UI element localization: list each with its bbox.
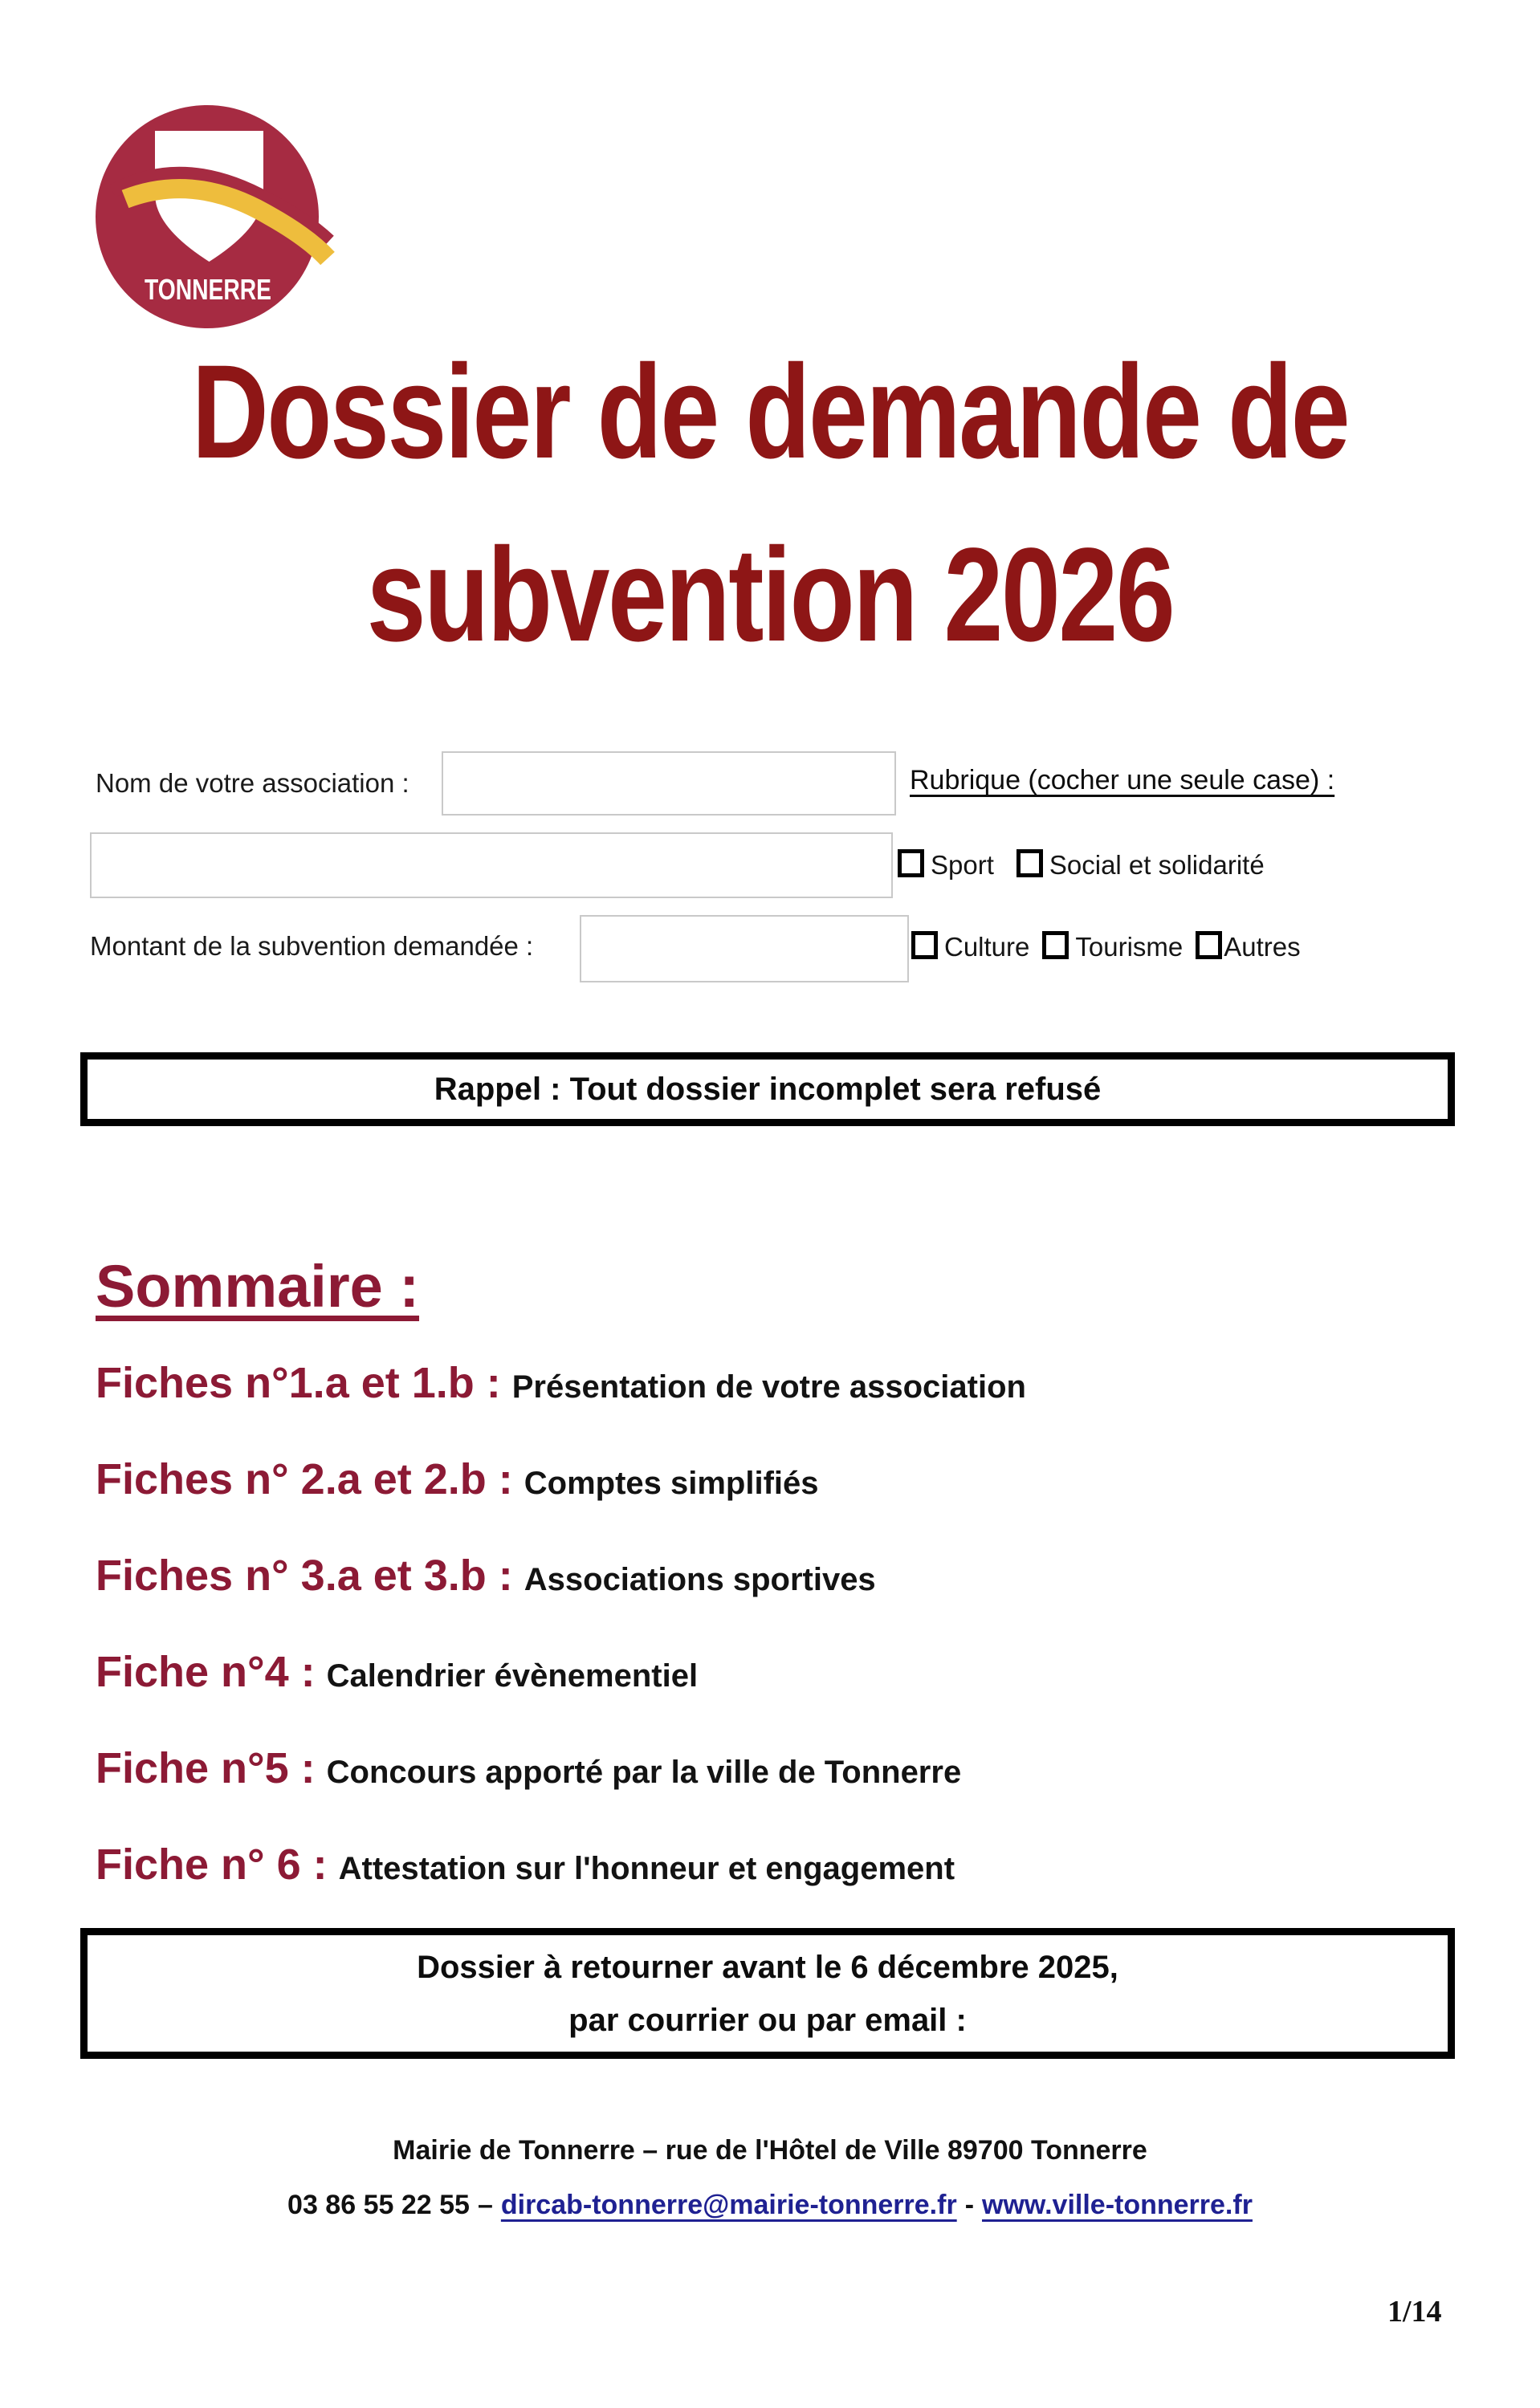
fiche-5-desc: Concours apporté par la ville de Tonnerre <box>326 1755 962 1790</box>
checkbox-tourisme-label: Tourisme <box>1075 932 1184 962</box>
sommaire-item-1 <box>96 1340 1026 1437</box>
rubrique-checkbox-row-1 <box>898 849 1265 881</box>
return-box-line1: Dossier à retourner avant le 6 décembre 2025, <box>417 1949 1118 1985</box>
fiche-5-label: Fiche n°5 : <box>96 1744 316 1792</box>
fiche-2-desc: Comptes simplifiés <box>524 1466 819 1501</box>
fiche-3-label: Fiches n° 3.a et 3.b : <box>96 1552 513 1600</box>
sommaire-item-3 <box>96 1533 1026 1629</box>
tonnerre-logo-icon <box>95 101 336 336</box>
fiche-4-desc: Calendrier évènementiel <box>326 1658 699 1694</box>
checkbox-culture[interactable] <box>911 931 938 959</box>
association-name-extra-input[interactable] <box>90 832 893 898</box>
rappel-text: Rappel : Tout dossier incomplet sera refusé <box>434 1071 1102 1107</box>
checkbox-autres[interactable] <box>1196 931 1222 959</box>
page-title-line1: Dossier de demande de <box>191 338 1349 486</box>
fiche-2-label: Fiches n° 2.a et 2.b : <box>96 1455 513 1503</box>
fiche-6-desc: Attestation sur l'honneur et engagement <box>338 1851 955 1886</box>
rappel-box <box>80 1052 1455 1126</box>
sommaire-item-5 <box>96 1726 1026 1822</box>
page-number: 1/14 <box>1387 2295 1442 2329</box>
association-name-input[interactable] <box>442 751 896 816</box>
page-title-line2: subvention 2026 <box>366 521 1174 669</box>
footer-website-link[interactable]: www.ville-tonnerre.fr <box>982 2190 1253 2220</box>
checkbox-tourisme[interactable] <box>1042 931 1069 959</box>
rubrique-heading: Rubrique (cocher une seule case) : <box>910 765 1335 795</box>
sommaire-item-6 <box>96 1822 1026 1918</box>
checkbox-social[interactable] <box>1016 849 1043 877</box>
sommaire-list <box>96 1340 1026 1918</box>
footer-contact <box>0 2190 1540 2221</box>
return-box <box>80 1928 1455 2059</box>
association-name-label: Nom de votre association : <box>96 768 409 798</box>
checkbox-culture-label: Culture <box>944 932 1030 962</box>
checkbox-sport-label: Sport <box>931 850 994 880</box>
fiche-6-label: Fiche n° 6 : <box>96 1841 328 1889</box>
checkbox-autres-label: Autres <box>1224 932 1301 962</box>
logo-text: TONNERRE <box>145 273 271 306</box>
checkbox-sport[interactable] <box>898 849 924 877</box>
fiche-4-label: Fiche n°4 : <box>96 1648 316 1696</box>
fiche-1-desc: Présentation de votre association <box>511 1369 1026 1405</box>
rubrique-checkbox-row-2 <box>911 931 1301 962</box>
tonnerre-logo <box>95 101 336 336</box>
footer-separator-1: – <box>477 2190 493 2220</box>
footer-address: Mairie de Tonnerre – rue de l'Hôtel de Ville 89700 Tonnerre <box>393 2135 1147 2166</box>
return-box-line2: par courrier ou par email : <box>568 2002 967 2038</box>
sommaire-item-4 <box>96 1629 1026 1726</box>
checkbox-social-label: Social et solidarité <box>1049 850 1265 880</box>
amount-input[interactable] <box>580 915 909 982</box>
footer-email-link[interactable]: dircab-tonnerre@mairie-tonnerre.fr <box>500 2190 957 2220</box>
page-title <box>154 321 1386 687</box>
sommaire-heading: Sommaire : <box>96 1253 420 1320</box>
sommaire-item-2 <box>96 1437 1026 1533</box>
fiche-3-desc: Associations sportives <box>524 1562 876 1597</box>
amount-label: Montant de la subvention demandée : <box>90 931 534 961</box>
footer-separator-2: - <box>964 2190 975 2220</box>
fiche-1-label: Fiches n°1.a et 1.b : <box>96 1359 501 1407</box>
footer-phone: 03 86 55 22 55 <box>287 2190 470 2220</box>
